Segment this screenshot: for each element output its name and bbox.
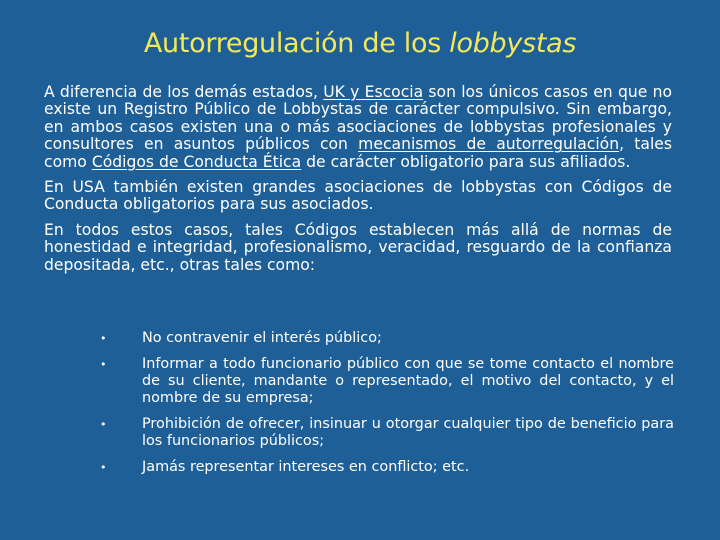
bullet-item xyxy=(100,416,674,450)
bullet-text: No contravenir el interés público; xyxy=(142,330,382,346)
bullet-item xyxy=(100,330,674,347)
paragraph-1 xyxy=(44,84,672,171)
bullet-marker: • xyxy=(100,461,107,474)
paragraph-1-text-2: son los únicos casos en que no existe un Registro Público de Lobbystas de carácter compulsivo. Sin embargo, en ambos casos existen una o más asociaciones de lobbystas profesionales y consultores en asuntos públicos con xyxy=(44,83,672,154)
paragraph-1-text-4: de carácter obligatorio para sus afiliados. xyxy=(301,152,631,171)
bullet-item xyxy=(100,356,674,407)
paragraph-1-text-1: A diferencia de los demás estados, xyxy=(44,83,324,101)
title-italic: lobbystas xyxy=(449,28,577,59)
underlined-mecanismos: mecanismos de autorregulación xyxy=(358,135,620,154)
paragraph-3: En todos estos casos, tales Códigos establecen más allá de normas de honestidad e integridad, profesionalismo, veracidad, resguardo de la confianza depositada, etc., otras tales como: xyxy=(44,220,672,274)
slide-body xyxy=(44,84,672,282)
bullet-text: Prohibición de ofrecer, insinuar u otorgar cualquier tipo de beneficio para los funcionarios públicos; xyxy=(142,416,674,449)
paragraph-1-text-3: , tales como xyxy=(44,135,672,171)
paragraph-2: En USA también existen grandes asociaciones de lobbystas con Códigos de Conducta obligatorios para sus asociados. xyxy=(44,178,672,214)
underlined-uk-escocia: UK y Escocia xyxy=(323,83,424,101)
title-main: Autorregulación de los xyxy=(143,28,450,59)
bullet-marker: • xyxy=(100,332,107,345)
bullet-text: Informar a todo funcionario público con que se tome contacto el nombre de su cliente, mandante o representado, el motivo del contacto, y el nombre de su empresa; xyxy=(142,356,674,406)
underlined-codigos: Códigos de Conducta Ética xyxy=(91,152,302,171)
bullet-marker: • xyxy=(100,358,107,371)
bullet-list xyxy=(100,330,674,485)
bullet-marker: • xyxy=(100,418,107,431)
bullet-item xyxy=(100,459,674,476)
bullet-text: Jamás representar intereses en conflicto; etc. xyxy=(142,459,470,475)
slide-title xyxy=(0,28,720,59)
